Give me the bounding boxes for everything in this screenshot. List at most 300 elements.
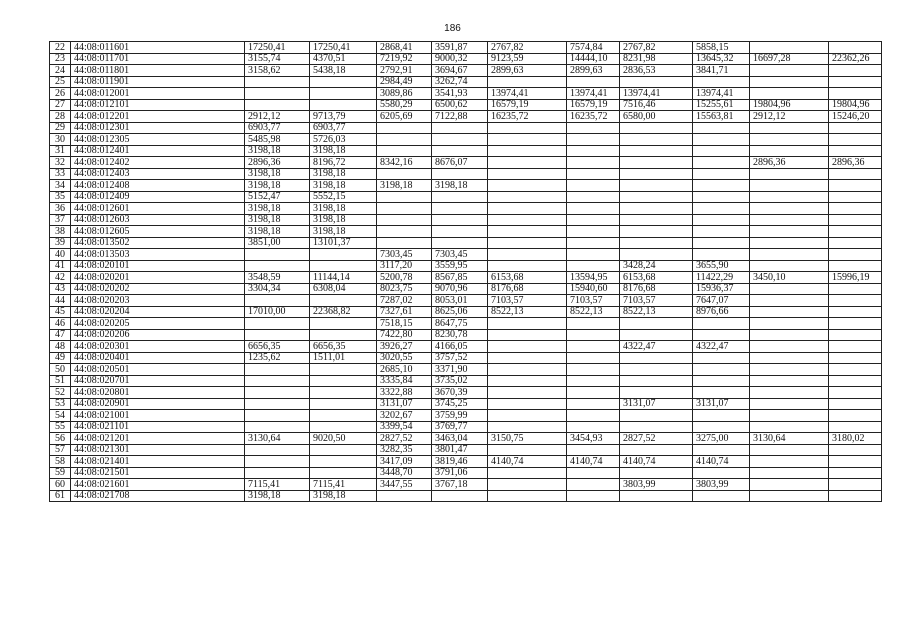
value-cell (377, 226, 432, 238)
value-cell (829, 467, 882, 479)
value-cell: 8976,66 (693, 306, 750, 318)
value-cell (432, 168, 488, 180)
table-row (50, 341, 882, 353)
value-cell (377, 203, 432, 215)
value-cell (693, 157, 750, 169)
value-cell (377, 214, 432, 226)
value-cell: 7422,80 (377, 329, 432, 341)
value-cell: 8567,85 (432, 272, 488, 284)
value-cell: 3198,18 (377, 180, 432, 192)
value-cell: 15936,37 (693, 283, 750, 295)
value-cell: 17250,41 (310, 42, 377, 54)
value-cell (488, 157, 567, 169)
value-cell (567, 479, 620, 491)
value-cell: 3262,74 (432, 76, 488, 88)
value-cell (750, 134, 829, 146)
table-row (50, 318, 882, 330)
table-row (50, 295, 882, 307)
value-cell (620, 168, 693, 180)
row-number-cell: 52 (50, 387, 71, 399)
value-cell: 3841,71 (693, 65, 750, 77)
value-cell (377, 134, 432, 146)
cadastral-number-cell: 44:08:020401 (71, 352, 245, 364)
value-cell (829, 398, 882, 410)
value-cell: 16235,72 (567, 111, 620, 123)
row-number-cell: 49 (50, 352, 71, 364)
value-cell: 3759,99 (432, 410, 488, 422)
value-cell (310, 318, 377, 330)
table-row (50, 410, 882, 422)
cadastral-number-cell: 44:08:012305 (71, 134, 245, 146)
value-cell: 3130,64 (750, 433, 829, 445)
value-cell (620, 76, 693, 88)
value-cell (829, 444, 882, 456)
value-cell: 7103,57 (488, 295, 567, 307)
value-cell (245, 99, 310, 111)
value-cell: 7303,45 (432, 249, 488, 261)
cadastral-number-cell: 44:08:020206 (71, 329, 245, 341)
value-cell (567, 191, 620, 203)
value-cell: 3417,09 (377, 456, 432, 468)
value-cell (829, 410, 882, 422)
value-cell: 8176,68 (488, 283, 567, 295)
table-row (50, 99, 882, 111)
value-cell: 13974,41 (693, 88, 750, 100)
value-cell (750, 76, 829, 88)
value-cell (750, 203, 829, 215)
value-cell: 17250,41 (245, 42, 310, 54)
value-cell (620, 444, 693, 456)
cadastral-number-cell: 44:08:012301 (71, 122, 245, 134)
value-cell: 3371,90 (432, 364, 488, 376)
value-cell (750, 168, 829, 180)
value-cell (488, 387, 567, 399)
value-cell (750, 295, 829, 307)
value-cell (488, 122, 567, 134)
value-cell (693, 444, 750, 456)
table-row (50, 375, 882, 387)
value-cell (693, 203, 750, 215)
table-row (50, 65, 882, 77)
row-number-cell: 40 (50, 249, 71, 261)
cadastral-number-cell: 44:08:020101 (71, 260, 245, 272)
cadastral-number-cell: 44:08:011801 (71, 65, 245, 77)
value-cell (620, 352, 693, 364)
value-cell (829, 88, 882, 100)
value-cell: 3198,18 (310, 180, 377, 192)
table-row (50, 260, 882, 272)
value-cell: 17010,00 (245, 306, 310, 318)
cadastral-number-cell: 44:08:012001 (71, 88, 245, 100)
value-cell: 4140,74 (693, 456, 750, 468)
value-cell: 3155,74 (245, 53, 310, 65)
value-cell (829, 203, 882, 215)
value-cell (829, 387, 882, 399)
table-row (50, 145, 882, 157)
row-number-cell: 58 (50, 456, 71, 468)
value-cell (567, 249, 620, 261)
value-cell: 8625,06 (432, 306, 488, 318)
value-cell (245, 88, 310, 100)
row-number-cell: 50 (50, 364, 71, 376)
cadastral-number-cell: 44:08:011901 (71, 76, 245, 88)
cadastral-number-cell: 44:08:020204 (71, 306, 245, 318)
value-cell (750, 456, 829, 468)
value-cell (693, 364, 750, 376)
value-cell (567, 260, 620, 272)
value-cell: 4322,47 (693, 341, 750, 353)
value-cell: 3198,18 (245, 145, 310, 157)
value-cell (620, 375, 693, 387)
value-cell: 3282,35 (377, 444, 432, 456)
value-cell (829, 145, 882, 157)
value-cell (620, 329, 693, 341)
value-cell (620, 122, 693, 134)
value-cell: 3767,18 (432, 479, 488, 491)
value-cell: 6308,04 (310, 283, 377, 295)
value-cell: 15996,19 (829, 272, 882, 284)
value-cell (567, 352, 620, 364)
value-cell: 15255,61 (693, 99, 750, 111)
value-cell: 3198,18 (245, 168, 310, 180)
value-cell: 3198,18 (310, 168, 377, 180)
table-row (50, 168, 882, 180)
value-cell (750, 387, 829, 399)
cadastral-number-cell: 44:08:012402 (71, 157, 245, 169)
value-cell: 3655,90 (693, 260, 750, 272)
value-cell (377, 168, 432, 180)
value-cell (310, 249, 377, 261)
value-cell (567, 134, 620, 146)
value-cell (245, 467, 310, 479)
value-cell (693, 421, 750, 433)
value-cell: 1511,01 (310, 352, 377, 364)
value-cell (750, 479, 829, 491)
value-cell (693, 467, 750, 479)
value-cell (488, 191, 567, 203)
value-cell (829, 295, 882, 307)
value-cell (693, 352, 750, 364)
row-number-cell: 55 (50, 421, 71, 433)
value-cell (377, 122, 432, 134)
value-cell (693, 134, 750, 146)
value-cell: 8176,68 (620, 283, 693, 295)
value-cell (567, 157, 620, 169)
value-cell (620, 364, 693, 376)
row-number-cell: 31 (50, 145, 71, 157)
row-number-cell: 37 (50, 214, 71, 226)
value-cell (750, 318, 829, 330)
value-cell: 19804,96 (829, 99, 882, 111)
table-row (50, 122, 882, 134)
value-cell (620, 387, 693, 399)
value-cell (245, 421, 310, 433)
value-cell: 8231,98 (620, 53, 693, 65)
value-cell (488, 249, 567, 261)
cadastral-number-cell: 44:08:012403 (71, 168, 245, 180)
row-number-cell: 41 (50, 260, 71, 272)
value-cell (488, 203, 567, 215)
value-cell (488, 410, 567, 422)
value-cell (620, 203, 693, 215)
value-cell: 8522,13 (620, 306, 693, 318)
value-cell (620, 467, 693, 479)
value-cell (620, 421, 693, 433)
table-row (50, 421, 882, 433)
row-number-cell: 35 (50, 191, 71, 203)
value-cell: 15940,60 (567, 283, 620, 295)
value-cell: 3275,00 (693, 433, 750, 445)
value-cell (829, 214, 882, 226)
value-cell (693, 226, 750, 238)
value-cell: 2899,63 (567, 65, 620, 77)
value-cell (245, 375, 310, 387)
table-row (50, 111, 882, 123)
value-cell (245, 76, 310, 88)
value-cell (567, 145, 620, 157)
value-cell: 8522,13 (567, 306, 620, 318)
value-cell: 7327,61 (377, 306, 432, 318)
row-number-cell: 43 (50, 283, 71, 295)
value-cell (488, 329, 567, 341)
value-cell (567, 341, 620, 353)
value-cell (310, 260, 377, 272)
table-row (50, 364, 882, 376)
value-cell: 3801,47 (432, 444, 488, 456)
table-row (50, 237, 882, 249)
value-cell (620, 490, 693, 502)
value-cell: 3926,27 (377, 341, 432, 353)
value-cell (750, 490, 829, 502)
cadastral-number-cell: 44:08:020801 (71, 387, 245, 399)
value-cell: 2827,52 (377, 433, 432, 445)
cadastral-number-cell: 44:08:021501 (71, 467, 245, 479)
value-cell (829, 180, 882, 192)
table-row (50, 42, 882, 54)
value-cell (488, 180, 567, 192)
value-cell (567, 237, 620, 249)
row-number-cell: 47 (50, 329, 71, 341)
value-cell: 4370,51 (310, 53, 377, 65)
value-cell: 6580,00 (620, 111, 693, 123)
row-number-cell: 32 (50, 157, 71, 169)
value-cell: 3158,62 (245, 65, 310, 77)
cadastral-number-cell: 44:08:020205 (71, 318, 245, 330)
value-cell: 8522,13 (488, 306, 567, 318)
value-cell: 7516,46 (620, 99, 693, 111)
value-cell: 2767,82 (488, 42, 567, 54)
value-cell: 3769,77 (432, 421, 488, 433)
value-cell (620, 237, 693, 249)
value-cell: 2827,52 (620, 433, 693, 445)
value-cell: 3198,18 (310, 145, 377, 157)
row-number-cell: 44 (50, 295, 71, 307)
value-cell (693, 249, 750, 261)
value-cell: 3399,54 (377, 421, 432, 433)
value-cell (567, 329, 620, 341)
value-cell (310, 364, 377, 376)
value-cell (488, 341, 567, 353)
value-cell: 5580,29 (377, 99, 432, 111)
value-cell: 4166,05 (432, 341, 488, 353)
table-row (50, 329, 882, 341)
value-cell: 7287,02 (377, 295, 432, 307)
cadastral-number-cell: 44:08:020901 (71, 398, 245, 410)
data-table (49, 41, 882, 502)
value-cell (693, 387, 750, 399)
cadastral-number-cell: 44:08:021101 (71, 421, 245, 433)
value-cell (693, 180, 750, 192)
value-cell: 22368,82 (310, 306, 377, 318)
value-cell (693, 237, 750, 249)
value-cell (488, 421, 567, 433)
value-cell: 2896,36 (829, 157, 882, 169)
value-cell (750, 375, 829, 387)
value-cell: 3694,67 (432, 65, 488, 77)
value-cell: 3131,07 (620, 398, 693, 410)
value-cell (750, 180, 829, 192)
value-cell: 3591,87 (432, 42, 488, 54)
value-cell (488, 237, 567, 249)
value-cell: 5726,03 (310, 134, 377, 146)
value-cell (488, 226, 567, 238)
value-cell: 3745,25 (432, 398, 488, 410)
value-cell (750, 191, 829, 203)
value-cell (693, 410, 750, 422)
value-cell: 3198,18 (310, 203, 377, 215)
value-cell: 3198,18 (245, 214, 310, 226)
value-cell (620, 180, 693, 192)
value-cell: 6500,62 (432, 99, 488, 111)
value-cell (750, 410, 829, 422)
value-cell: 7518,15 (377, 318, 432, 330)
value-cell (829, 329, 882, 341)
value-cell: 16235,72 (488, 111, 567, 123)
value-cell: 6656,35 (245, 341, 310, 353)
table-row (50, 398, 882, 410)
value-cell: 13974,41 (567, 88, 620, 100)
table-row (50, 490, 882, 502)
cadastral-number-cell: 44:08:020203 (71, 295, 245, 307)
value-cell: 5485,98 (245, 134, 310, 146)
value-cell: 3851,00 (245, 237, 310, 249)
cadastral-number-cell: 44:08:020301 (71, 341, 245, 353)
row-number-cell: 23 (50, 53, 71, 65)
value-cell (693, 145, 750, 157)
value-cell: 3180,02 (829, 433, 882, 445)
table-row (50, 191, 882, 203)
value-cell (829, 341, 882, 353)
value-cell: 2792,91 (377, 65, 432, 77)
value-cell (488, 318, 567, 330)
table-row (50, 214, 882, 226)
value-cell (829, 352, 882, 364)
value-cell: 3131,07 (693, 398, 750, 410)
value-cell (829, 490, 882, 502)
table-row (50, 306, 882, 318)
value-cell: 2984,49 (377, 76, 432, 88)
row-number-cell: 28 (50, 111, 71, 123)
row-number-cell: 60 (50, 479, 71, 491)
value-cell (750, 145, 829, 157)
value-cell: 3198,18 (310, 490, 377, 502)
cadastral-number-cell: 44:08:020701 (71, 375, 245, 387)
value-cell (488, 214, 567, 226)
value-cell: 7122,88 (432, 111, 488, 123)
value-cell (750, 421, 829, 433)
table-row (50, 53, 882, 65)
value-cell: 3130,64 (245, 433, 310, 445)
table-row (50, 226, 882, 238)
value-cell: 4140,74 (620, 456, 693, 468)
value-cell (567, 168, 620, 180)
value-cell: 5152,47 (245, 191, 310, 203)
value-cell: 8023,75 (377, 283, 432, 295)
value-cell: 3548,59 (245, 272, 310, 284)
value-cell (750, 260, 829, 272)
value-cell: 5858,15 (693, 42, 750, 54)
value-cell: 3117,20 (377, 260, 432, 272)
value-cell: 3304,34 (245, 283, 310, 295)
value-cell: 3198,18 (432, 180, 488, 192)
value-cell: 1235,62 (245, 352, 310, 364)
value-cell: 2836,53 (620, 65, 693, 77)
value-cell: 6903,77 (310, 122, 377, 134)
value-cell (693, 214, 750, 226)
value-cell: 3450,10 (750, 272, 829, 284)
value-cell (829, 375, 882, 387)
value-cell: 3803,99 (620, 479, 693, 491)
cadastral-number-cell: 44:08:011601 (71, 42, 245, 54)
value-cell (377, 490, 432, 502)
value-cell (829, 168, 882, 180)
row-number-cell: 34 (50, 180, 71, 192)
cadastral-number-cell: 44:08:013503 (71, 249, 245, 261)
cadastral-number-cell: 44:08:012605 (71, 226, 245, 238)
value-cell: 5552,15 (310, 191, 377, 203)
value-cell (245, 249, 310, 261)
value-cell: 3198,18 (245, 203, 310, 215)
table-row (50, 444, 882, 456)
value-cell (620, 214, 693, 226)
row-number-cell: 46 (50, 318, 71, 330)
cadastral-number-cell: 44:08:012409 (71, 191, 245, 203)
value-cell (567, 387, 620, 399)
value-cell: 16579,19 (488, 99, 567, 111)
value-cell: 13645,32 (693, 53, 750, 65)
value-cell: 5200,78 (377, 272, 432, 284)
value-cell: 3089,86 (377, 88, 432, 100)
value-cell: 4322,47 (620, 341, 693, 353)
value-cell (488, 398, 567, 410)
value-cell: 3670,39 (432, 387, 488, 399)
value-cell (310, 88, 377, 100)
value-cell: 3020,55 (377, 352, 432, 364)
value-cell (432, 134, 488, 146)
value-cell (829, 249, 882, 261)
value-cell: 3447,55 (377, 479, 432, 491)
value-cell (310, 375, 377, 387)
value-cell (432, 191, 488, 203)
value-cell (620, 410, 693, 422)
value-cell: 15246,20 (829, 111, 882, 123)
value-cell (488, 352, 567, 364)
row-number-cell: 24 (50, 65, 71, 77)
cadastral-number-cell: 44:08:020501 (71, 364, 245, 376)
table-row (50, 134, 882, 146)
value-cell (620, 157, 693, 169)
value-cell: 5438,18 (310, 65, 377, 77)
